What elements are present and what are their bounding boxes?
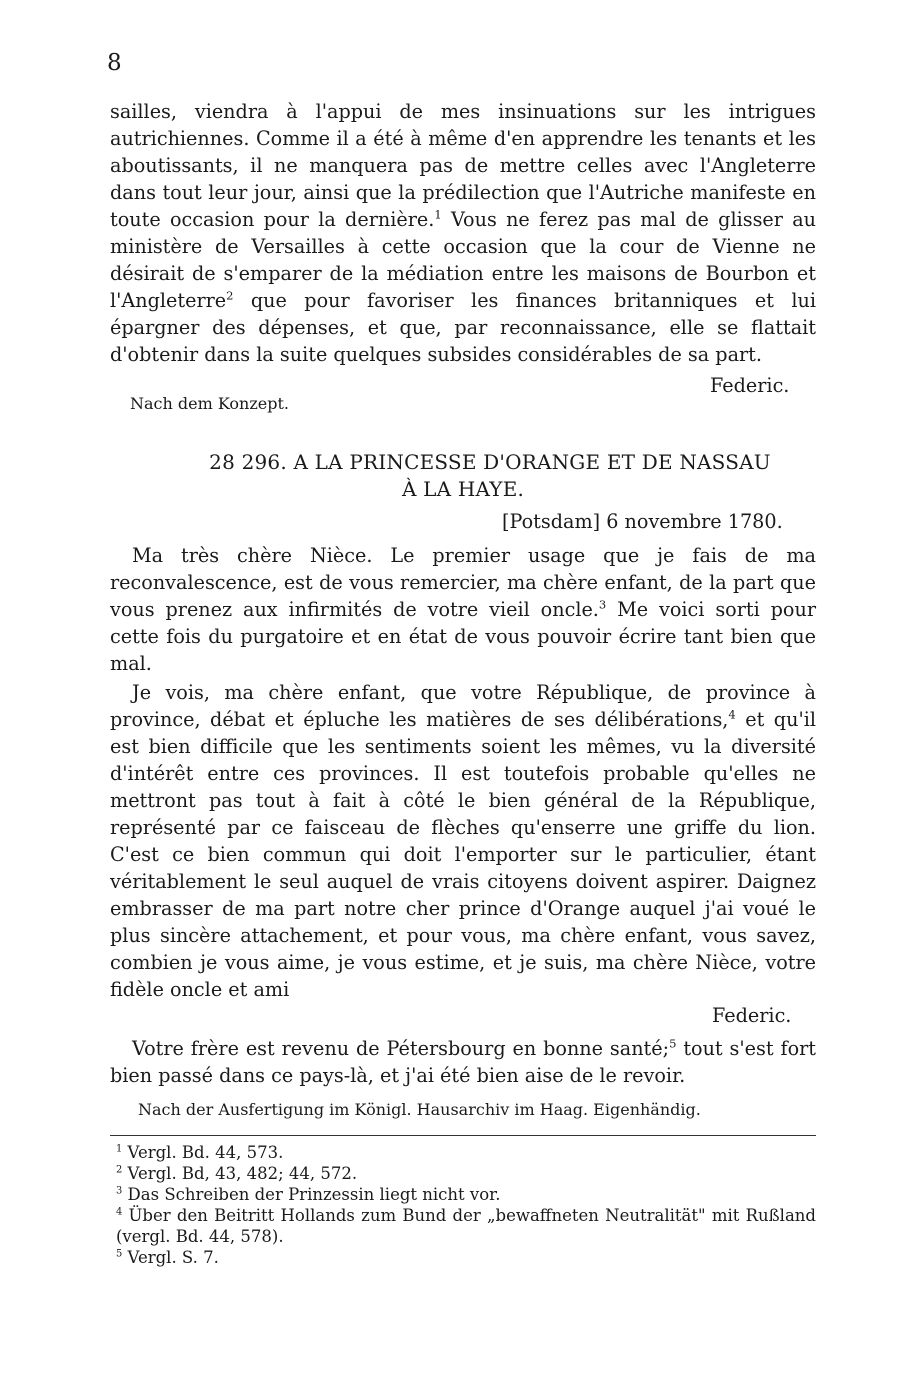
footnote-ref-4[interactable]: 4 <box>728 707 736 722</box>
letter-1-source-note: Nach dem Konzept. <box>130 394 289 413</box>
text-run: Je vois, ma chère enfant, que votre République, de province à province, débat et épluche les matières de ses délibérations, <box>110 681 816 731</box>
footnote-number: 2 <box>116 1164 123 1176</box>
text-run: Votre frère est revenu de Pétersbourg en bonne santé; <box>132 1037 670 1060</box>
letter-2-heading-line-2: À LA HAYE. <box>401 477 525 501</box>
footnote-2 <box>116 1163 816 1184</box>
footnote-3 <box>116 1184 816 1205</box>
text-run: Vous ne ferez pas mal de glisser au ministère de Versailles à cette occasion que la cour de Vienne ne désirait de s'emparer de la médiation entre les maisons de Bourbon et l'Angleterre <box>110 208 817 312</box>
footnote-number: 3 <box>116 1185 123 1197</box>
footnotes <box>116 1142 816 1268</box>
footnote-text: Vergl. S. 7. <box>127 1248 219 1267</box>
text-run: tout s'est fort bien passé dans ce pays-là, et j'ai été bien aise de le revoir. <box>110 1037 816 1087</box>
letter-2-paragraph-1 <box>110 542 816 677</box>
letter-1-signature: Federic. <box>710 374 790 397</box>
text-run: que pour favoriser les finances britanniques et lui épargner des dépenses, et que, par reconnaissance, elle se flattait d'obtenir dans la suite quelques subsides considérables de sa part. <box>110 289 816 366</box>
footnote-number: 4 <box>116 1206 123 1218</box>
footnote-number: 5 <box>116 1248 123 1260</box>
letter-2-postscript-block <box>110 1035 816 1089</box>
letter-2-postscript <box>110 1035 816 1089</box>
footnote-1 <box>116 1142 816 1163</box>
text-run: Ma très chère Nièce. Le premier usage que je fais de ma reconvalescence, est de vous remercier, ma chère enfant, de la part que vous prenez aux infirmités de votre vieil oncle. <box>110 544 816 621</box>
letter-2-source-note: Nach der Ausfertigung im Königl. Hausarchiv im Haag. Eigenhändig. <box>138 1100 701 1119</box>
footnote-ref-1[interactable]: 1 <box>434 207 442 222</box>
footnote-text: Das Schreiben der Prinzessin liegt nicht vor. <box>127 1185 501 1204</box>
footnote-ref-3[interactable]: 3 <box>598 597 607 612</box>
footnote-text: Vergl. Bd. 44, 573. <box>127 1143 284 1162</box>
letter-2-signature: Federic. <box>712 1004 792 1027</box>
footnote-4 <box>116 1205 816 1247</box>
footnote-text: Über den Beitritt Hollands zum Bund der „bewaffneten Neutralität" mit Rußland (vergl. Bd. 44, 578). <box>116 1206 816 1246</box>
text-run: Me voici sorti pour cette fois du purgatoire et en état de vous pouvoir écrire tant bien que mal. <box>110 598 816 675</box>
letter-2-body <box>110 542 816 1003</box>
letter-2-date: [Potsdam] 6 novembre 1780. <box>502 510 783 533</box>
footnote-text: Vergl. Bd, 43, 482; 44, 572. <box>127 1164 358 1183</box>
letter-1-body <box>110 98 816 368</box>
footnote-ref-2[interactable]: 2 <box>226 288 234 303</box>
letter-1-paragraph <box>110 98 816 368</box>
footnote-divider <box>110 1135 816 1136</box>
footnote-number: 1 <box>116 1143 123 1155</box>
page-number: 8 <box>107 50 122 76</box>
text-run: sailles, viendra à l'appui de mes insinuations sur les intrigues autrichiennes. Comme il a été à même d'en apprendre les tenants et les aboutissants, il ne manquera pas de mettre celles avec l'Angleterre dans tout leur jour, ainsi que la prédilection que l'Autriche manifeste en toute occasion pour la dernière. <box>110 100 816 231</box>
footnote-5 <box>116 1247 816 1268</box>
letter-2-paragraph-2 <box>110 679 816 1003</box>
footnote-ref-5[interactable]: 5 <box>669 1036 677 1051</box>
text-run: et qu'il est bien difficile que les sentiments soient les mêmes, vu la diversité d'intérêt entre ces provinces. Il est toutefois probable qu'elles ne mettront pas tout à fait à côté le bien général de la République, représenté par ce faisceau de flèches qu'enserre une griffe du lion. C'est ce bien commun qui doit l'emporter sur le particulier, étant véritablement le seul auquel de vrais citoyens doivent aspirer. Daignez embrasser de ma part notre cher prince d'Orange auquel j'ai voué le plus sincère attachement, et pour vous, ma chère enfant, vous savez, combien je vous aime, je vous estime, et je suis, ma chère Nièce, votre fidèle oncle et ami <box>110 708 816 1001</box>
letter-2-heading-line-1: 28 296. A LA PRINCESSE D'ORANGE ET DE NASSAU <box>209 450 771 474</box>
